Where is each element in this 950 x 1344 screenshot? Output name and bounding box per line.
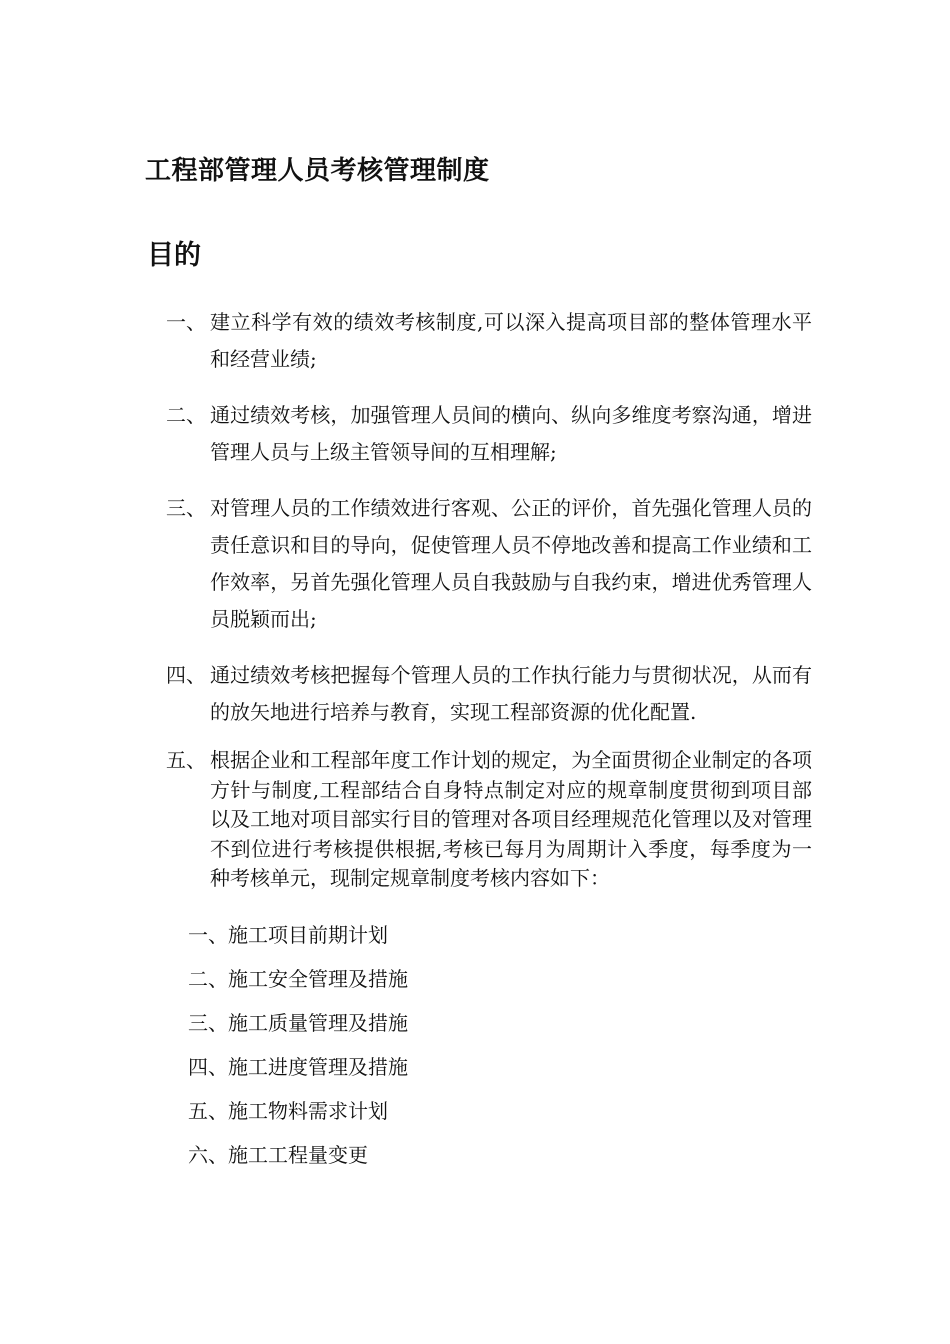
list-item-number: 五、 xyxy=(166,748,206,772)
list-item-text: 通过绩效考核，加强管理人员间的横向、纵向多维度考察沟通，增进管理人员与上级主管领导间的互相理解; xyxy=(210,403,812,464)
section-heading: 目的 xyxy=(147,240,201,271)
list-item xyxy=(166,746,812,894)
sub-list-item: 五、施工物料需求计划 xyxy=(188,1098,388,1123)
list-item-text: 根据企业和工程部年度工作计划的规定，为全面贯彻企业制定的各项方针与制度,工程部结合自身特点制定对应的规章制度贯彻到项目部以及工地对项目部实行目的管理对各项目经理规范化管理以及对管理不到位进行考核提供根据,考核已每月为周期计入季度，每季度为一种考核单元，现制定规章制度考核内容如下： xyxy=(210,748,812,890)
document-title: 工程部管理人员考核管理制度 xyxy=(145,156,490,186)
list-item-text: 对管理人员的工作绩效进行客观、公正的评价，首先强化管理人员的责任意识和目的导向，促使管理人员不停地改善和提高工作业绩和工作效率，另首先强化管理人员自我鼓励与自我约束，增进优秀管理人员脱颖而出; xyxy=(210,496,812,631)
list-item-number: 二、 xyxy=(166,403,206,427)
list-item xyxy=(166,490,812,638)
sub-list-item: 三、施工质量管理及措施 xyxy=(188,1010,408,1035)
sub-list-item: 二、施工安全管理及措施 xyxy=(188,966,408,991)
list-item xyxy=(166,304,812,378)
list-item-number: 一、 xyxy=(166,310,206,334)
list-item-number: 三、 xyxy=(166,496,206,520)
sub-list-item: 六、施工工程量变更 xyxy=(188,1142,368,1167)
list-item-number: 四、 xyxy=(166,663,206,687)
list-item-text: 建立科学有效的绩效考核制度,可以深入提高项目部的整体管理水平和经营业绩; xyxy=(210,310,812,371)
sub-list-item: 四、施工进度管理及措施 xyxy=(188,1054,408,1079)
sub-list xyxy=(166,913,812,1177)
list-item xyxy=(166,397,812,471)
list-item-text: 通过绩效考核把握每个管理人员的工作执行能力与贯彻状况，从而有的放矢地进行培养与教育，实现工程部资源的优化配置. xyxy=(210,663,812,724)
sub-list-item: 一、施工项目前期计划 xyxy=(188,922,388,947)
list-item xyxy=(166,657,812,731)
document-body xyxy=(166,304,812,1177)
